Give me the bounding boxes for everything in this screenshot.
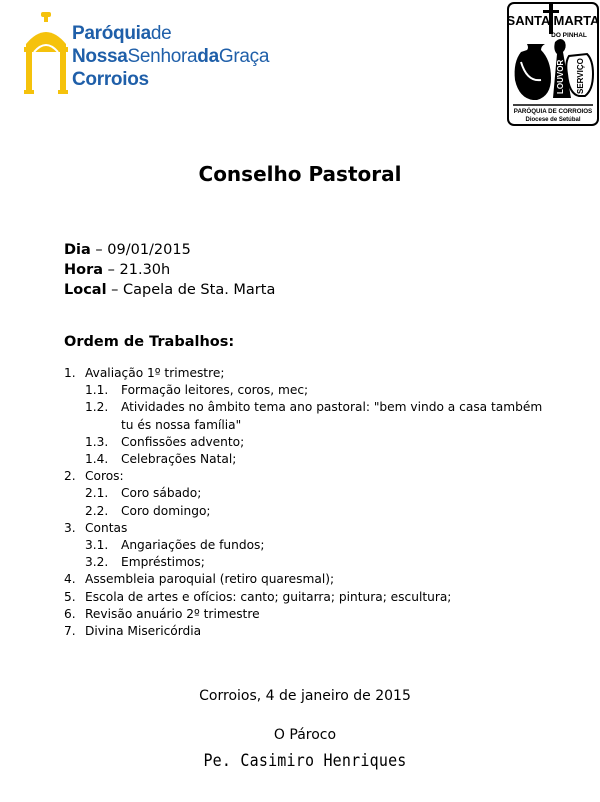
logo-word-servico: SERVIÇO xyxy=(576,58,585,94)
santa-marta-logo xyxy=(507,2,599,126)
agenda-item xyxy=(64,571,554,588)
document-title: Conselho Pastoral xyxy=(198,162,402,186)
meta-value: – 09/01/2015 xyxy=(90,242,191,258)
logo-word: Graça xyxy=(218,46,270,67)
item-text: Atividades no âmbito tema ano pastoral: "bem vindo a casa também tu és nossa família" xyxy=(121,400,543,432)
item-number: 3.1. xyxy=(85,538,109,553)
meta-value: – 21.30h xyxy=(103,262,171,278)
meta-label: Local xyxy=(64,282,107,298)
item-text: Contas xyxy=(85,520,128,535)
agenda-item xyxy=(64,468,554,485)
item-text: Coro sábado; xyxy=(121,486,202,501)
place-and-date: Corroios, 4 de janeiro de 2015 xyxy=(199,688,411,704)
item-number: 2. xyxy=(64,469,76,484)
item-number: 1.2. xyxy=(85,400,109,415)
item-text: Escola de artes e ofícios: canto; guitarra; pintura; escultura; xyxy=(85,589,452,604)
logo-subtitle: DO PINHAL xyxy=(551,32,587,39)
item-text: Divina Misericórdia xyxy=(85,624,202,639)
item-number: 4. xyxy=(64,572,76,587)
item-number: 1.4. xyxy=(85,452,109,467)
agenda-subitem xyxy=(64,485,554,502)
item-number: 6. xyxy=(64,606,76,621)
logo-word: de xyxy=(150,23,172,44)
meta-label: Dia xyxy=(64,242,91,258)
item-text: Formação leitores, coros, mec; xyxy=(121,383,309,398)
item-text: Angariações de fundos; xyxy=(121,538,265,553)
item-text: Revisão anuário 2º trimestre xyxy=(85,606,260,621)
logo-footer2: Diocese de Setúbal xyxy=(525,117,581,123)
logo-word: Senhora xyxy=(127,46,198,67)
meta-row-location xyxy=(64,280,275,300)
agenda-subitem xyxy=(64,503,554,520)
logo-word: Nossa xyxy=(72,46,128,67)
meta-row-time xyxy=(64,260,275,280)
item-text: Confissões advento; xyxy=(121,434,245,449)
meta-value: – Capela de Sta. Marta xyxy=(106,282,276,298)
agenda-subitem xyxy=(64,554,554,571)
logo-word: da xyxy=(197,46,219,67)
item-number: 2.2. xyxy=(85,503,109,518)
agenda-item xyxy=(64,606,554,623)
agenda-subitem xyxy=(64,451,554,468)
agenda-subitem xyxy=(64,434,554,451)
agenda-subitem xyxy=(64,537,554,554)
logo-word: Paróquia xyxy=(72,23,151,44)
agenda-heading: Ordem de Trabalhos: xyxy=(64,334,235,350)
agenda-list xyxy=(64,365,554,640)
agenda-subitem xyxy=(64,399,554,433)
logo-word-louvor: LOUVOR xyxy=(556,59,565,94)
item-number: 7. xyxy=(64,624,76,639)
item-text: Coros: xyxy=(85,469,124,484)
agenda-item xyxy=(64,365,554,382)
item-text: Avaliação 1º trimestre; xyxy=(85,366,225,380)
agenda-subitem xyxy=(64,382,554,399)
meta-label: Hora xyxy=(64,262,104,278)
santa-marta-emblem-icon xyxy=(507,2,599,126)
item-text: Empréstimos; xyxy=(121,555,205,570)
item-number: 1.1. xyxy=(85,383,109,398)
signatory-name: Pe. Casimiro Henriques xyxy=(203,749,407,771)
signatory-role: O Pároco xyxy=(273,727,337,743)
agenda-item xyxy=(64,589,554,606)
logo-title: SANTA MARTA xyxy=(507,13,599,28)
item-number: 2.1. xyxy=(85,486,109,501)
item-text: Assembleia paroquial (retiro quaresmal); xyxy=(85,572,335,587)
parish-logo-text xyxy=(72,22,269,91)
parish-logo xyxy=(22,12,287,94)
arch-icon xyxy=(22,12,70,94)
item-number: 3.2. xyxy=(85,555,109,570)
item-number: 1. xyxy=(64,366,76,380)
logo-word: Corroios xyxy=(72,69,149,90)
item-text: Coro domingo; xyxy=(121,503,211,518)
meta-row-date xyxy=(64,240,275,260)
agenda-item xyxy=(64,520,554,537)
item-number: 5. xyxy=(64,589,76,604)
meeting-details xyxy=(64,240,275,300)
item-number: 1.3. xyxy=(85,434,109,449)
agenda-item xyxy=(64,623,554,640)
item-number: 3. xyxy=(64,520,76,535)
logo-footer1: PARÓQUIA DE CORROIOS xyxy=(513,108,593,115)
item-text: Celebrações Natal; xyxy=(121,452,237,467)
